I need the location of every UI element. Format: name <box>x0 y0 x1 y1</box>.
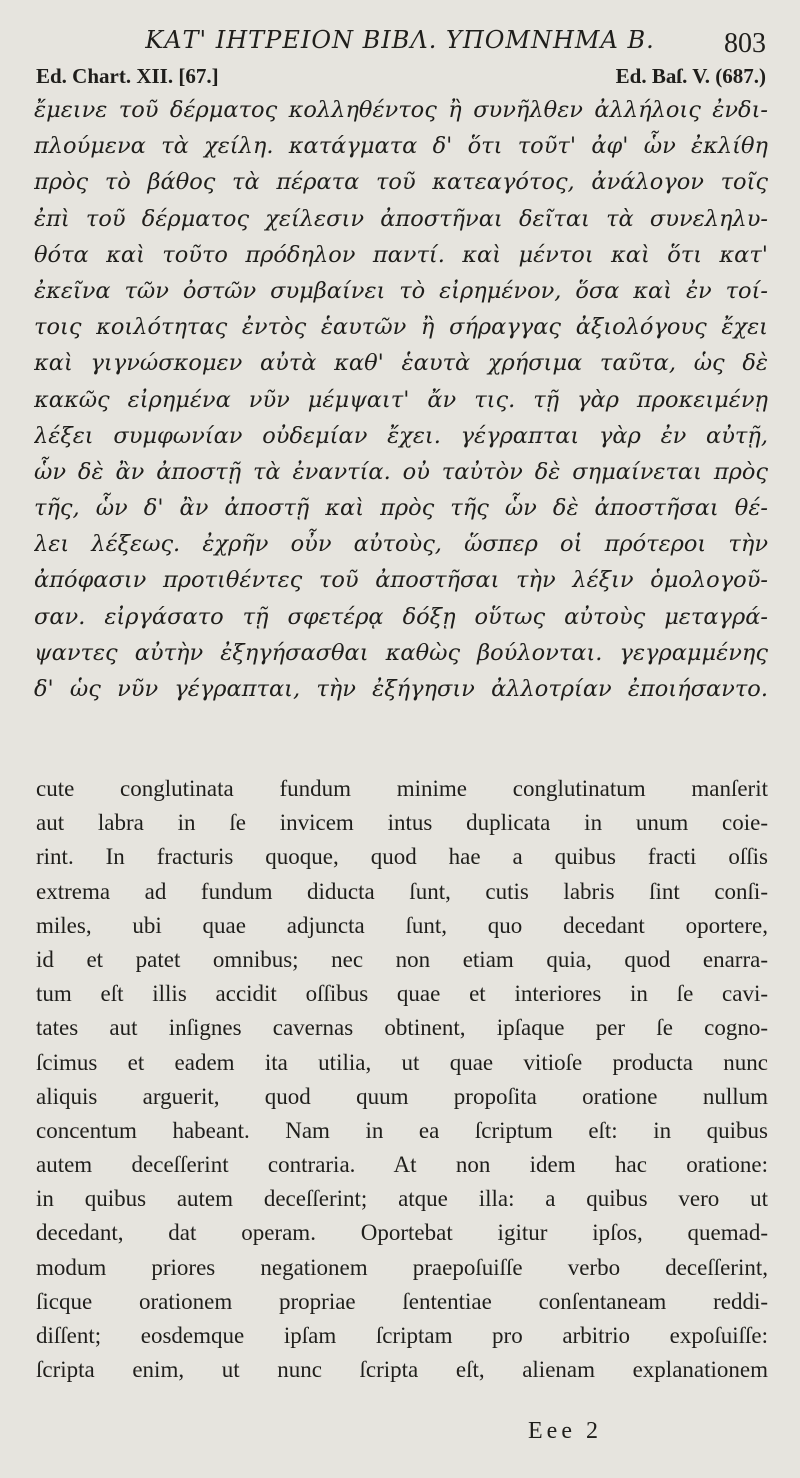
greek-text-line: πλούμενα τὰ χείλη. κατάγματα δ' ὅτι τοῦτ' ἀφ' ὧν ἐκλίθη <box>34 133 768 160</box>
running-title: ΚΑΤ' ΙΗΤΡΕΙΟΝ ΒΙΒΛ. ΥΠΟΜΝΗΜΑ Β. <box>145 26 655 54</box>
signature-mark: Eee 2 <box>528 1418 602 1444</box>
greek-text-line: δ' ὡς νῦν γέγραπται, τὴν ἐξήγησιν ἀλλοτρίαν ἐποιήσαντο. <box>34 676 768 702</box>
latin-text-line: extrema ad fundum diducta ſunt, cutis labris ſint conſi- <box>36 878 768 904</box>
latin-text-line: cute conglutinata fundum minime conglutinatum manſerit <box>36 776 768 801</box>
greek-text-line: ἐκεῖνα τῶν ὀστῶν συμβαίνει τὸ εἰρημένον, ὅσα καὶ ἐν τοί- <box>34 277 768 304</box>
latin-text-line: diſſent; eosdemque ipſam ſcriptam pro arbitrio expoſuiſſe: <box>36 1323 768 1348</box>
greek-text-line: ψαντες αὐτὴν ἐξηγήσασθαι καθὼς βούλονται. γεγραμμένης <box>34 639 768 666</box>
page-number: 803 <box>724 28 766 59</box>
greek-text-block <box>34 92 768 707</box>
greek-text-line: τοις κοιλότητας ἐντὸς ἑαυτῶν ἢ σήραγγας ἀξιολόγους ἔχει <box>34 314 768 341</box>
greek-text-line: κακῶς εἰρημένα νῦν μέμψαιτ' ἄν τις. τῇ γὰρ προκειμένῃ <box>34 386 768 413</box>
latin-text-line: ſcripta enim, ut nunc ſcripta eſt, alienam explanationem <box>36 1357 768 1383</box>
latin-text-line: aliquis arguerit, quod quum propoſita oratione nullum <box>36 1083 768 1109</box>
greek-text-line: καὶ γιγνώσκομεν αὐτὰ καθ' ἑαυτὰ χρήσιμα ταῦτα, ὡς δὲ <box>34 350 768 377</box>
edition-reference-chartier: Ed. Chart. XII. [67.] <box>36 64 219 88</box>
latin-text-line: tum eſt illis accidit oſſibus quae et interiores in ſe cavi- <box>36 981 768 1007</box>
latin-text-line: modum priores negationem praepoſuiſſe verbo deceſſerint, <box>36 1254 768 1280</box>
latin-text-line: id et patet omnibus; nec non etiam quia, quod enarra- <box>36 946 768 972</box>
latin-text-line: decedant, dat operam. Oportebat igitur ipſos, quemad- <box>36 1220 768 1246</box>
latin-text-line: concentum habeant. Nam in ea ſcriptum eſt: in quibus <box>36 1117 768 1143</box>
latin-text-line: miles, ubi quae adjuncta ſunt, quo decedant oportere, <box>36 912 768 938</box>
latin-text-block <box>36 772 768 1387</box>
latin-text-line: tates aut inſignes cavernas obtinent, ipſaque per ſe cogno- <box>36 1015 768 1041</box>
greek-text-line: ἀπόφασιν προτιθέντες τοῦ ἀποστῆσαι τὴν λέξιν ὁμολογοῦ- <box>34 567 768 594</box>
latin-text-line: in quibus autem deceſſerint; atque illa: a quibus vero ut <box>36 1186 768 1212</box>
greek-text-line: τῆς, ὧν δ' ἂν ἀποστῇ καὶ πρὸς τῆς ὧν δὲ ἀποστῆσαι θέ- <box>34 495 768 522</box>
edition-reference-basel: Ed. Baſ. V. (687.) <box>615 64 766 88</box>
greek-text-line: λει λέξεως. ἐχρῆν οὖν αὐτοὺς, ὥσπερ οἱ πρότεροι τὴν <box>34 531 768 558</box>
latin-text-line: autem deceſſerint contraria. At non idem hac oratione: <box>36 1152 768 1178</box>
greek-text-line: ἐπὶ τοῦ δέρματος χείλεσιν ἀποστῆναι δεῖται τὰ συνεληλυ- <box>34 205 768 232</box>
latin-text-line: aut labra in ſe invicem intus duplicata in unum coie- <box>36 810 768 836</box>
greek-text-line: σαν. εἰργάσατο τῇ σφετέρᾳ δόξῃ οὕτως αὐτοὺς μεταγρά- <box>34 603 768 630</box>
latin-text-line: rint. In fracturis quoque, quod hae a quibus fracti oſſis <box>36 844 768 870</box>
greek-text-line: θότα καὶ τοῦτο πρόδηλον παντί. καὶ μέντοι καὶ ὅτι κατ' <box>34 241 768 268</box>
latin-text-line: ſicque orationem propriae ſententiae conſentaneam reddi- <box>36 1288 768 1314</box>
greek-text-line: λέξει συμφωνίαν οὐδεμίαν ἔχει. γέγραπται γὰρ ἐν αὐτῇ, <box>34 422 768 449</box>
latin-text-line: ſcimus et eadem ita utilia, ut quae vitioſe producta nunc <box>36 1049 768 1075</box>
greek-text-line: ὧν δὲ ἂν ἀποστῇ τὰ ἐναντία. οὐ ταὐτὸν δὲ σημαίνεται πρὸς <box>34 458 768 485</box>
greek-text-line: ἔμεινε τοῦ δέρματος κολληθέντος ἢ συνῆλθεν ἀλλήλοις ἐνδι- <box>34 97 768 123</box>
greek-text-line: πρὸς τὸ βάθος τὰ πέρατα τοῦ κατεαγότος, ἀνάλογον τοῖς <box>34 169 768 196</box>
